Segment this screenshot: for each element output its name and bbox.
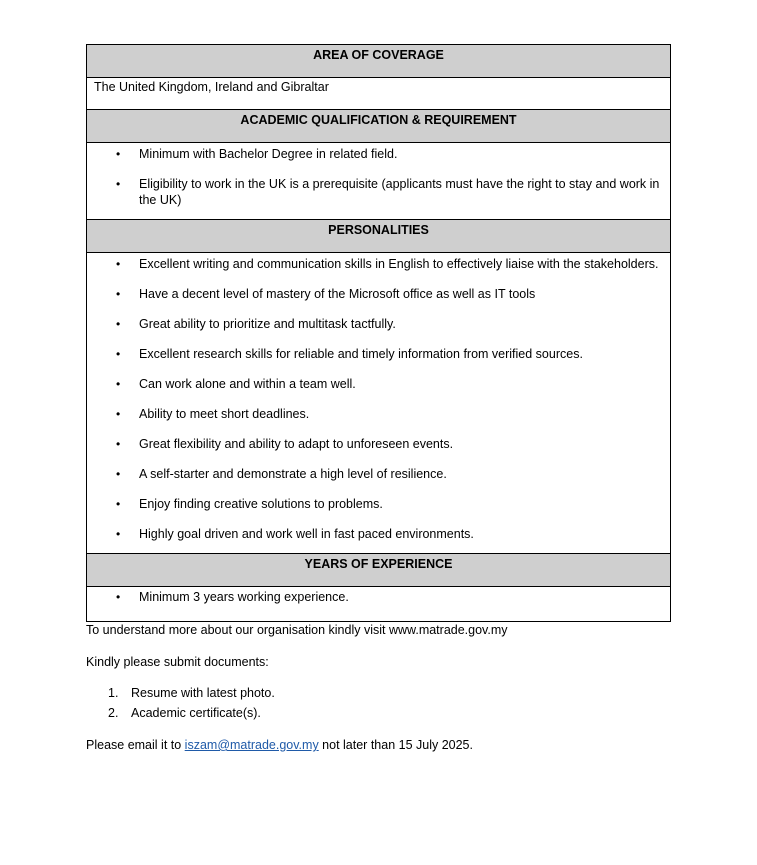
list-item: • Have a decent level of mastery of the Microsoft office as well as IT tools xyxy=(116,287,536,301)
email-line: Please email it to iszam@matrade.gov.my not later than 15 July 2025. xyxy=(86,738,473,752)
list-item: • Can work alone and within a team well. xyxy=(116,377,356,391)
visit-text: To understand more about our organisation kindly visit www.matrade.gov.my xyxy=(86,623,508,637)
list-item: • Great ability to prioritize and multitask tactfully. xyxy=(116,317,396,331)
bullet-icon: • xyxy=(116,347,121,361)
bullet-icon: • xyxy=(116,590,121,604)
academic-cell xyxy=(87,143,671,220)
bullet-icon: • xyxy=(116,437,121,451)
list-item: • Great flexibility and ability to adapt to unforeseen events. xyxy=(116,437,454,451)
bullet-icon: • xyxy=(116,317,121,331)
list-number: 2. xyxy=(108,706,119,720)
experience-list xyxy=(87,587,670,605)
list-item: • Enjoy finding creative solutions to problems. xyxy=(116,497,383,511)
bullet-icon: • xyxy=(116,467,121,481)
bullet-icon: • xyxy=(116,527,121,541)
list-item: • Excellent research skills for reliable and timely information from verified sources. xyxy=(116,347,583,361)
coverage-cell xyxy=(87,78,671,110)
experience-heading: YEARS OF EXPERIENCE xyxy=(304,557,453,571)
coverage-heading: AREA OF COVERAGE xyxy=(313,48,444,62)
academic-heading: ACADEMIC QUALIFICATION & REQUIREMENT xyxy=(240,113,517,127)
experience-heading-cell xyxy=(87,554,671,587)
experience-cell xyxy=(87,587,671,622)
list-item: 1. Resume with latest photo. xyxy=(108,686,275,700)
bullet-icon: • xyxy=(116,407,121,421)
academic-heading-cell xyxy=(87,110,671,143)
academic-list xyxy=(87,143,670,208)
bullet-icon: • xyxy=(116,497,121,511)
list-item: • Minimum with Bachelor Degree in related field. xyxy=(116,147,398,161)
bullet-icon: • xyxy=(116,177,121,191)
list-item: • Minimum 3 years working experience. xyxy=(116,590,349,604)
coverage-text: The United Kingdom, Ireland and Gibraltar xyxy=(94,80,329,94)
list-item: • Eligibility to work in the UK is a prerequisite (applicants must have the right to stay and work in the UK) xyxy=(116,177,660,207)
bullet-icon: • xyxy=(116,377,121,391)
bullet-icon: • xyxy=(116,287,121,301)
personalities-heading-cell xyxy=(87,220,671,253)
list-item: • Excellent writing and communication skills in English to effectively liaise with the stakeholders. xyxy=(116,257,659,271)
list-number: 1. xyxy=(108,686,119,700)
personalities-heading: PERSONALITIES xyxy=(328,223,429,237)
email-link[interactable]: iszam@matrade.gov.my xyxy=(184,738,319,752)
bullet-icon: • xyxy=(116,257,121,271)
personalities-list xyxy=(87,253,670,542)
documents-list xyxy=(86,685,275,725)
list-item: • Ability to meet short deadlines. xyxy=(116,407,310,421)
submit-intro: Kindly please submit documents: xyxy=(86,655,269,669)
coverage-heading-cell xyxy=(87,45,671,78)
requirements-table xyxy=(86,44,671,622)
bullet-icon: • xyxy=(116,147,121,161)
list-item: 2. Academic certificate(s). xyxy=(108,706,261,720)
personalities-cell xyxy=(87,253,671,554)
list-item: • Highly goal driven and work well in fast paced environments. xyxy=(116,527,474,541)
list-item: • A self-starter and demonstrate a high level of resilience. xyxy=(116,467,447,481)
